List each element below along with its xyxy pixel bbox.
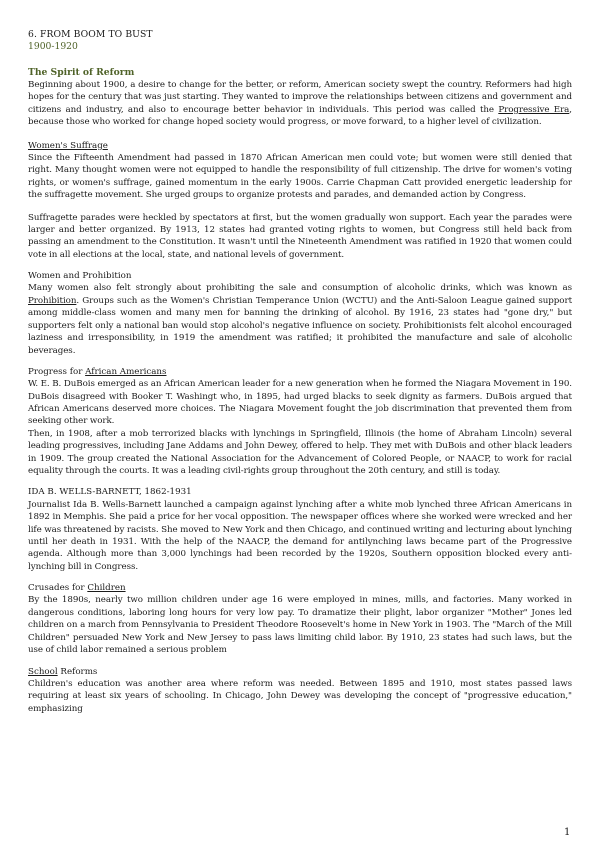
paragraph-suffrage-1: Since the Fifteenth Amendment had passed in 1870 African American men could vote; but women were still denied that right. Many thought women were not equipped to handle the responsibility of full citizenship. The drive for women's voting rights, or women's suffrage, gained momentum in the early 1900s. Carrie Chapman Catt provided energetic leadership for the suffragette movement. She urged groups to organize protests and parades, and demanded action by Congress. (28, 152, 572, 201)
heading-women-and-prohibition: Women and Prohibition (28, 271, 132, 282)
heading-womens-suffrage: Women's Suffrage (28, 140, 108, 151)
paragraph-prohibition (28, 282, 572, 356)
heading-progress-african-americans (28, 367, 572, 378)
heading-ida-b-wells-barnett: IDA B. WELLS-BARNETT, 1862-1931 (28, 487, 192, 498)
text-run: Crusades for (28, 583, 88, 594)
page-number: 1 (564, 827, 571, 838)
chapter-dates: 1900-1920 (28, 41, 78, 52)
document-page (28, 29, 572, 715)
text-run: Beginning about 1900, a desire to change for the better, or reform, American society swept the country. Reformers had high hopes for the century that was just starting. They wanted to improve the relationships between citizens and government and citizens and industry, and also to encourage better behavior in individuals. This period was called the (28, 80, 572, 115)
paragraph-progress-2: Then, in 1908, after a mob terrorized blacks with lynchings in Springfield, Illinois (the home of Abraham Lincoln) several leading progressives, including Jane Addams and John Dewey, offered to help. They met with DuBois and other black leaders in 1909. The group created the National Association for the Advancement of Colored People, or NAACP, to work for racial equality through the courts. It was a leading civil-rights group throughout the 20th century, and still is today. (28, 428, 572, 477)
paragraph-spirit-of-reform (28, 79, 572, 129)
term-progressive-era: Progressive Era (498, 104, 570, 115)
chapter-title: 6. FROM BOOM TO BUST (28, 29, 153, 40)
heading-school-reforms (28, 667, 572, 678)
heading-crusades-for-children (28, 583, 572, 594)
term-african-americans: African Americans (85, 366, 167, 377)
term-children: Children (87, 583, 126, 594)
text-run: Reforms (57, 666, 98, 677)
paragraph-progress-1: W. E. B. DuBois emerged as an African American leader for a new generation when he formed the Niagara Movement in 190. DuBois disagreed with Booker T. Washingt who, in 1895, had urged blacks to seek dignity as farmers. DuBois argued that African Americans deserved more choices. The Niagara Movement fought the job discrimination that prevented them from seeking other work. (28, 379, 572, 427)
term-school: School (28, 666, 58, 677)
paragraph-school: Children's education was another area where reform was needed. Between 1895 and 1910, most states passed laws requiring at least six years of schooling. In Chicago, John Dewey was developing the concept of "progressive education," emphasizing (28, 678, 572, 714)
term-prohibition: Prohibition (28, 295, 77, 306)
paragraph-suffrage-2: Suffragette parades were heckled by spectators at first, but the women gradually won support. Each year the parades were larger and better organized. By 1913, 12 states had granted voting rights to women, but Congress still held back from passing an amendment to the Constitution. It wasn't until the Nineteenth Amendment was ratified in 1920 that women could vote in all elections at the local, state, and national levels of government. (28, 212, 572, 260)
section-title-spirit-of-reform: The Spirit of Reform (28, 67, 135, 78)
text-run: . Groups such as the Women's Christian Temperance Union (WCTU) and the Anti-Saloon League gained support among middle-class women and many men for banning the drinking of alcohol. By 1916, 23 states had "gone dry," but supporters felt only a national ban would stop alcohol's negative influence on society. Prohibitionists felt alcohol encouraged laziness and irresponsibility, in 1919 the amendment was ratified; it prohibited the manufacture and sale of alcoholic beverages. (28, 295, 572, 356)
text-run: Many women also felt strongly about prohibiting the sale and consumption of alcoholic drinks, which was known as (28, 283, 572, 294)
text-run: Progress for (28, 366, 86, 377)
text-run: , because those who worked for change hoped society would progress, or move forward, to a higher level of civilization. (28, 104, 572, 128)
paragraph-wells-barnett: Journalist Ida B. Wells-Barnett launched a campaign against lynching after a white mob lynched three African Americans in 1892 in Memphis. She paid a price for her vocal opposition. The newspaper offices where she worked were wrecked and her life was threatened by racists. She moved to New York and then Chicago, and continued writing and lecturing about lynching until her death in 1931. With the help of the NAACP, the demand for antilynching laws became part of the Progressive agenda. Although more than 3,000 lynchings had been recorded by the 1920s, Southern opposition blocked every anti-lynching bill in Congress. (28, 499, 572, 572)
paragraph-children: By the 1890s, nearly two million children under age 16 were employed in mines, mills, and factories. Many worked in dangerous conditions, laboring long hours for very low pay. To dramatize their plight, labor organizer "Mother" Jones led children on a march from Pennsylvania to President Theodore Roosevelt's home in New York in 1903. The "March of the Mill Children" persuaded New York and New Jersey to pass laws limiting child labor. By 1910, 23 states had such laws, but the use of child labor remained a serious problem (28, 595, 572, 656)
